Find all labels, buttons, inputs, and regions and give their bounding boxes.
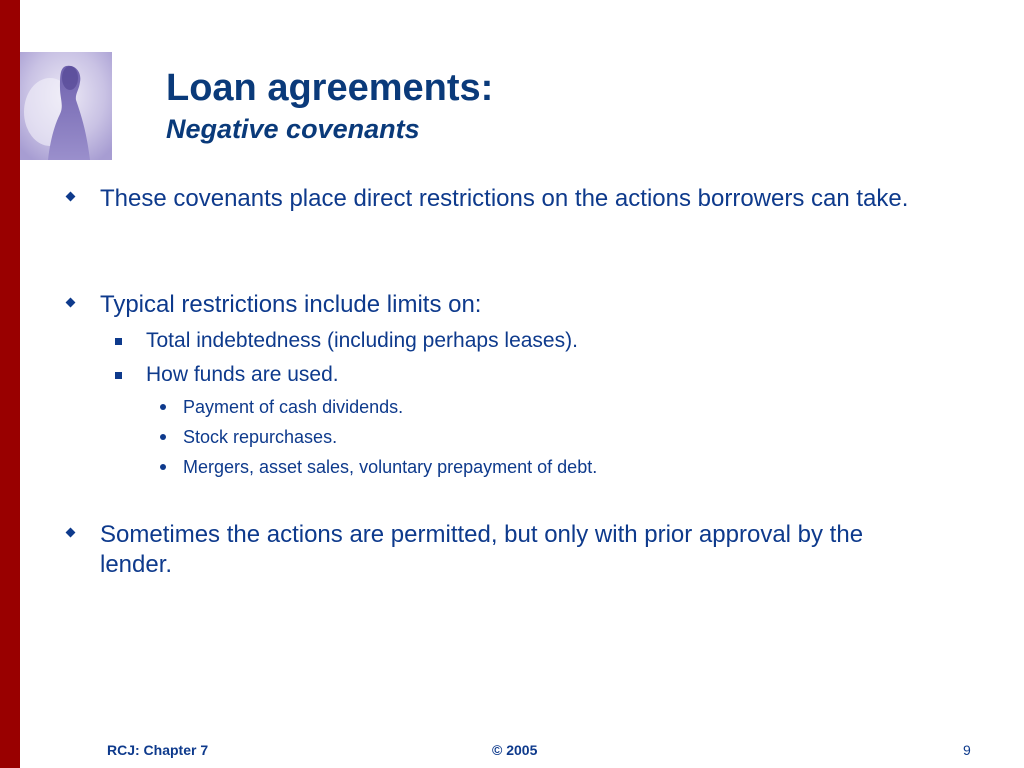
dot-bullet-icon [160,404,166,410]
footer-copyright: © 2005 [492,742,538,758]
bullet-text: Payment of cash dividends. [183,397,404,417]
bullet-level2 [146,362,926,388]
diamond-bullet-icon [66,528,76,538]
diamond-bullet-icon [66,298,76,308]
bullet-text: These covenants place direct restrictions on the actions borrowers can take. [100,185,909,212]
slide-title: Loan agreements: [166,67,494,109]
bullet-level1 [100,520,930,580]
bullet-text: Total indebtedness (including perhaps leases). [146,329,578,352]
square-bullet-icon [115,372,122,379]
silhouette-photo [20,52,112,160]
left-accent-bar [0,0,20,768]
slide-subtitle: Negative covenants [166,114,420,144]
bullet-text: Sometimes the actions are permitted, but only with prior approval by the lender. [100,521,864,578]
bullet-text: Typical restrictions include limits on: [100,291,482,318]
square-bullet-icon [115,338,122,345]
bullet-level3 [183,456,943,478]
bullet-text: Mergers, asset sales, voluntary prepayment of debt. [183,457,598,477]
page-number: 9 [963,742,971,758]
bullet-level1 [100,290,930,320]
bullet-text: How funds are used. [146,363,339,386]
dot-bullet-icon [160,464,166,470]
bullet-level1 [100,184,930,214]
footer-chapter: RCJ: Chapter 7 [107,742,209,758]
bullet-level3 [183,426,943,448]
bullet-text: Stock repurchases. [183,427,338,447]
diamond-bullet-icon [66,192,76,202]
bullet-level2 [146,328,926,354]
bullet-level3 [183,396,943,418]
dot-bullet-icon [160,434,166,440]
